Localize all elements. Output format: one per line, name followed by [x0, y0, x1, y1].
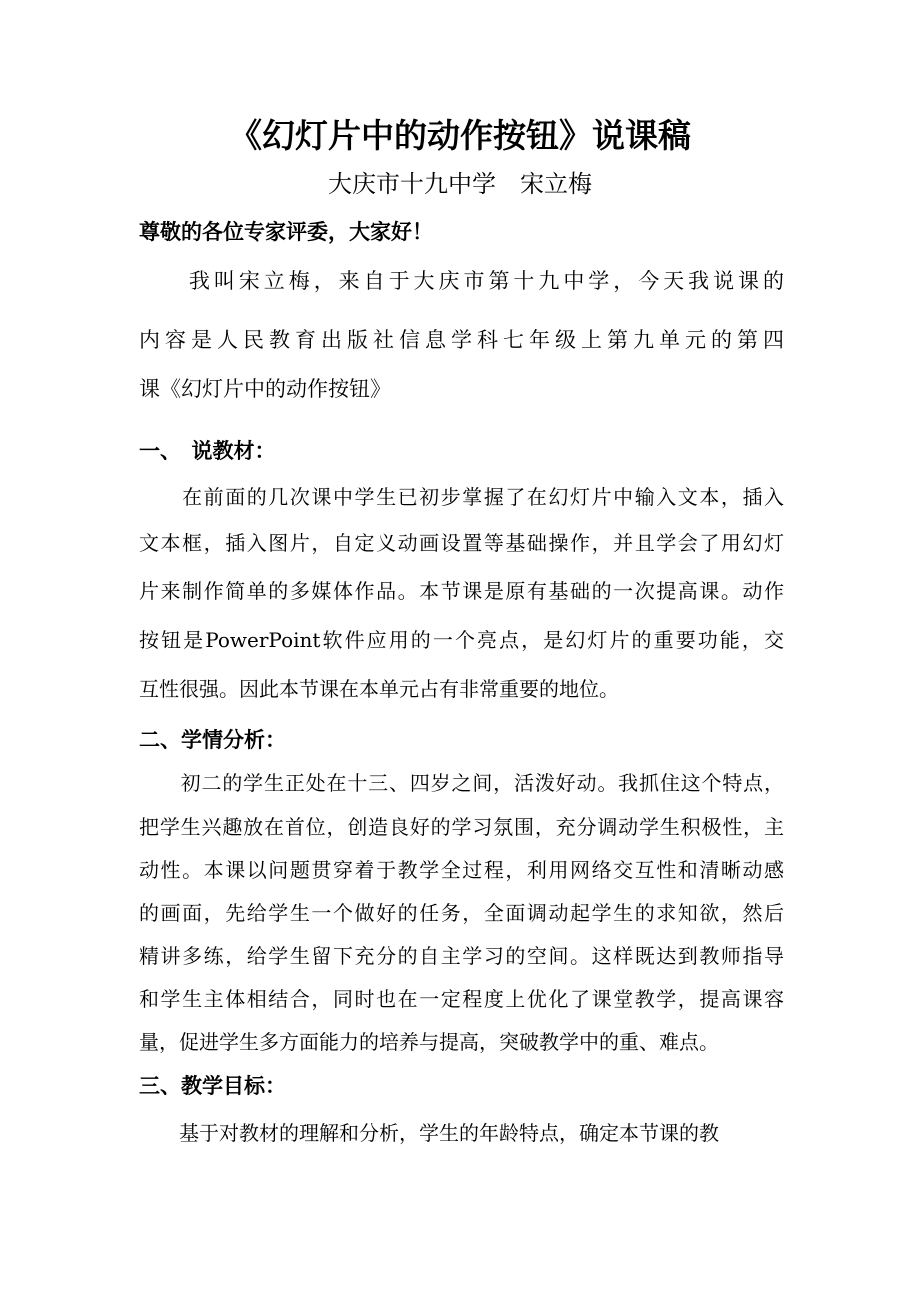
- paragraph-line: 把学生兴趣放在首位，创造良好的学习氛围，充分调动学生积极性，主: [139, 815, 784, 839]
- intro-line: 我叫宋立梅，来自于大庆市第十九中学，今天我说课的: [139, 269, 784, 293]
- paragraph-line: 精讲多练，给学生留下充分的自主学习的空间。这样既达到教师指导: [139, 944, 784, 968]
- paragraph-line: 在前面的几次课中学生已初步掌握了在幻灯片中输入文本，插入: [139, 485, 784, 509]
- paragraph-line: 量，促进学生多方面能力的培养与提高，突破教学中的重、难点。: [139, 1030, 719, 1054]
- paragraph-line: 文本框，插入图片，自定义动画设置等基础操作，并且学会了用幻灯: [139, 531, 784, 555]
- paragraph-line: 初二的学生正处在十三、四岁之间，活泼好动。我抓住这个特点，: [139, 771, 784, 795]
- section-heading-1: 一、 说教材：: [139, 439, 276, 463]
- paragraph-line: 互性很强。因此本节课在本单元占有非常重要的地位。: [139, 677, 619, 701]
- section-heading-2: 二、学情分析：: [139, 728, 286, 752]
- paragraph-line: 和学生主体相结合，同时也在一定程度上优化了课堂教学，提高课容: [139, 987, 784, 1011]
- paragraph-line: 按钮是PowerPoint软件应用的一个亮点，是幻灯片的重要功能，交: [139, 628, 784, 652]
- paragraph-line: 基于对教材的理解和分析，学生的年龄特点，确定本节课的教: [139, 1121, 719, 1145]
- intro-line: 内容是人民教育出版社信息学科七年级上第九单元的第四: [139, 328, 784, 352]
- paragraph-line: 的画面，先给学生一个做好的任务，全面调动起学生的求知欲，然后: [139, 901, 784, 925]
- document-title: 《幻灯片中的动作按钮》说课稿: [229, 116, 691, 155]
- document-subtitle: 大庆市十九中学 宋立梅: [328, 170, 592, 198]
- section-heading-3: 三、教学目标：: [139, 1074, 286, 1098]
- intro-line: 课《幻灯片中的动作按钮》: [139, 377, 391, 401]
- paragraph-line: 动性。本课以问题贯穿着于教学全过程，利用网络交互性和清晰动感: [139, 858, 784, 882]
- paragraph-line: 片来制作简单的多媒体作品。本节课是原有基础的一次提高课。动作: [139, 579, 784, 603]
- greeting: 尊敬的各位专家评委，大家好！: [139, 220, 433, 244]
